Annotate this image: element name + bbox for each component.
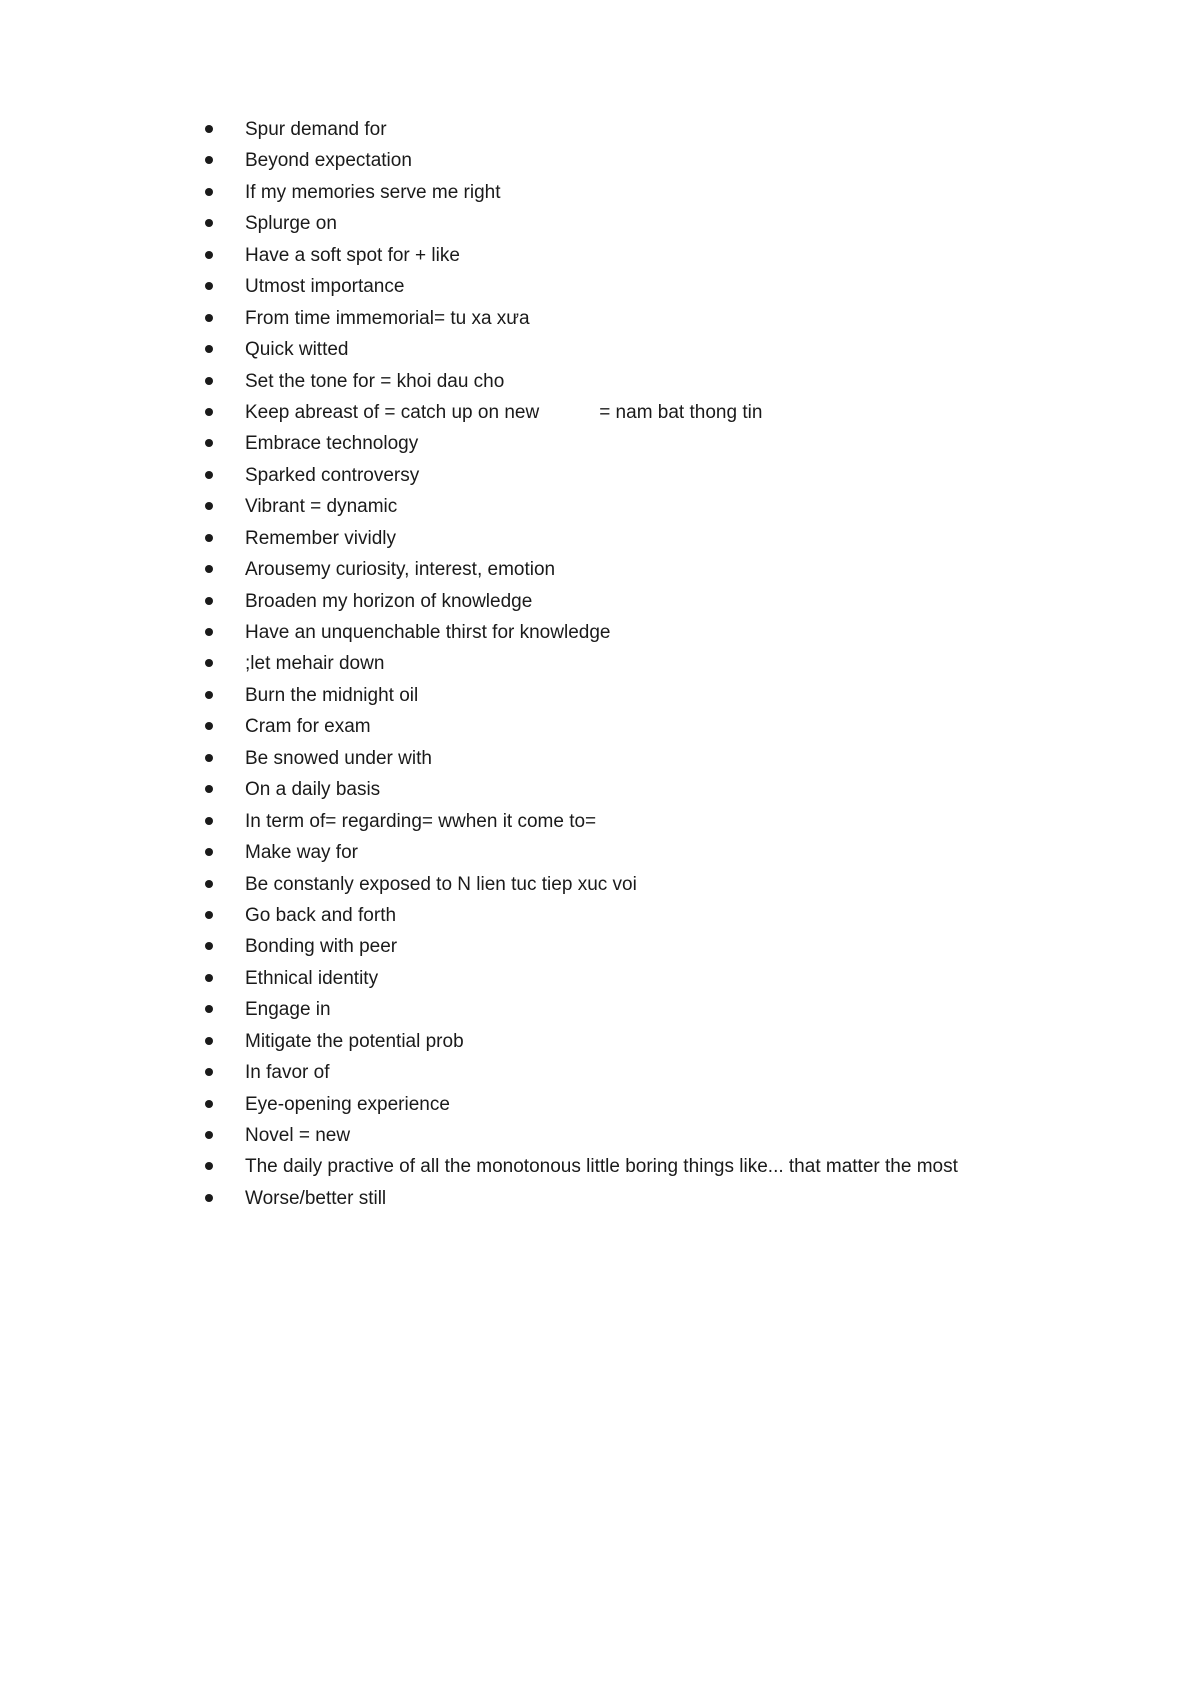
list-item-text: Burn the midnight oil <box>245 684 419 706</box>
list-item-text: Broaden my horizon of knowledge <box>245 590 533 612</box>
bullet-icon <box>205 188 213 196</box>
list-item-text: Mitigate the potential prob <box>245 1030 464 1052</box>
bullet-icon <box>205 785 213 793</box>
list-item-text: In favor of <box>245 1062 330 1084</box>
list-item <box>205 1026 1105 1057</box>
list-item-text: Vibrant = dynamic <box>245 496 398 518</box>
bullet-icon <box>205 974 213 982</box>
list-item-text: Bonding with peer <box>245 936 398 958</box>
bullet-icon <box>205 314 213 322</box>
list-item-text: Make way for <box>245 842 358 864</box>
bullet-icon <box>205 345 213 353</box>
list-item-text: Cram for exam <box>245 716 371 738</box>
list-item-text: The daily practive of all the monotonous little boring things like... that matter the most <box>245 1156 958 1178</box>
bullet-icon <box>205 125 213 133</box>
bullet-icon <box>205 597 213 605</box>
list-item-text: In term of= regarding= wwhen it come to= <box>245 810 597 832</box>
list-item <box>205 1151 1105 1182</box>
list-item <box>205 240 1105 271</box>
bullet-icon <box>205 377 213 385</box>
bullet-icon <box>205 817 213 825</box>
list-item-text: Splurge on <box>245 213 337 235</box>
list-item-text: From time immemorial= tu xa xưa <box>245 307 530 329</box>
list-item <box>205 397 1105 428</box>
list-item-text: Have an unquenchable thirst for knowledge <box>245 622 611 643</box>
list-item-text: Arousemy curiosity, interest, emotion <box>245 559 556 581</box>
list-item <box>205 1120 1105 1151</box>
bullet-icon <box>205 1068 213 1076</box>
bullet-icon <box>205 628 213 636</box>
list-item <box>205 334 1105 365</box>
phrase-list <box>205 114 1105 1214</box>
list-item-text: Ethnical identity <box>245 967 379 989</box>
list-item <box>205 1057 1105 1088</box>
list-item <box>205 806 1105 837</box>
list-item-text: Have a soft spot for + like <box>245 244 460 266</box>
list-item <box>205 869 1105 900</box>
list-item <box>205 931 1105 962</box>
list-item-text: Worse/better still <box>245 1187 387 1209</box>
bullet-icon <box>205 1131 213 1139</box>
bullet-icon <box>205 219 213 227</box>
list-item-text: Sparked controversy <box>245 464 420 486</box>
list-item-text: Utmost importance <box>245 276 405 298</box>
bullet-icon <box>205 1194 213 1202</box>
bullet-icon <box>205 251 213 259</box>
list-item <box>205 743 1105 774</box>
list-item <box>205 648 1105 679</box>
list-item-text: If my memories serve me right <box>245 181 501 203</box>
bullet-icon <box>205 1037 213 1045</box>
list-item-text: Go back and forth <box>245 904 397 926</box>
bullet-icon <box>205 439 213 447</box>
list-item <box>205 774 1105 805</box>
bullet-icon <box>205 691 213 699</box>
bullet-icon <box>205 1162 213 1170</box>
list-item-text: Be snowed under with <box>245 747 432 769</box>
list-item-text <box>245 397 762 428</box>
bullet-icon <box>205 502 213 510</box>
list-item <box>205 523 1105 554</box>
list-item <box>205 303 1105 334</box>
list-item <box>205 680 1105 711</box>
list-item-text: Embrace technology <box>245 433 419 455</box>
list-item <box>205 177 1105 208</box>
list-item-text: Spur demand for <box>245 119 387 140</box>
list-item <box>205 711 1105 742</box>
list-item <box>205 554 1105 585</box>
list-item-text: ;let mehair down <box>245 653 385 675</box>
list-item-text: Engage in <box>245 999 331 1021</box>
list-item <box>205 491 1105 522</box>
list-item <box>205 271 1105 302</box>
list-item <box>205 428 1105 459</box>
bullet-icon <box>205 848 213 856</box>
list-item-text-left: Keep abreast of = catch up on new <box>245 401 540 423</box>
bullet-icon <box>205 1005 213 1013</box>
list-item <box>205 963 1105 994</box>
bullet-icon <box>205 156 213 164</box>
list-item <box>205 366 1105 397</box>
list-item-text: Set the tone for = khoi dau cho <box>245 370 505 392</box>
list-item-text: Eye-opening experience <box>245 1093 450 1115</box>
list-item <box>205 617 1105 648</box>
bullet-icon <box>205 534 213 542</box>
list-item <box>205 994 1105 1025</box>
bullet-icon <box>205 471 213 479</box>
list-item-text: Remember vividly <box>245 527 396 549</box>
list-item-text: Beyond expectation <box>245 150 412 172</box>
bullet-icon <box>205 722 213 730</box>
bullet-icon <box>205 282 213 290</box>
list-item <box>205 837 1105 868</box>
bullet-icon <box>205 408 213 416</box>
list-item <box>205 586 1105 617</box>
bullet-icon <box>205 659 213 667</box>
list-item-text: Be constanly exposed to N lien tuc tiep xuc voi <box>245 873 637 895</box>
list-item <box>205 145 1105 176</box>
list-item-text-right: = nam bat thong tin <box>599 401 763 423</box>
list-item <box>205 1089 1105 1120</box>
list-item-text: On a daily basis <box>245 779 381 801</box>
list-item-text: Quick witted <box>245 339 349 361</box>
list-item-text: Novel = new <box>245 1125 351 1146</box>
list-item <box>205 1183 1105 1214</box>
list-item <box>205 114 1105 145</box>
bullet-icon <box>205 1100 213 1108</box>
bullet-icon <box>205 754 213 762</box>
bullet-icon <box>205 942 213 950</box>
list-item <box>205 208 1105 239</box>
bullet-icon <box>205 880 213 888</box>
list-item <box>205 460 1105 491</box>
bullet-icon <box>205 565 213 573</box>
list-item <box>205 900 1105 931</box>
bullet-icon <box>205 911 213 919</box>
